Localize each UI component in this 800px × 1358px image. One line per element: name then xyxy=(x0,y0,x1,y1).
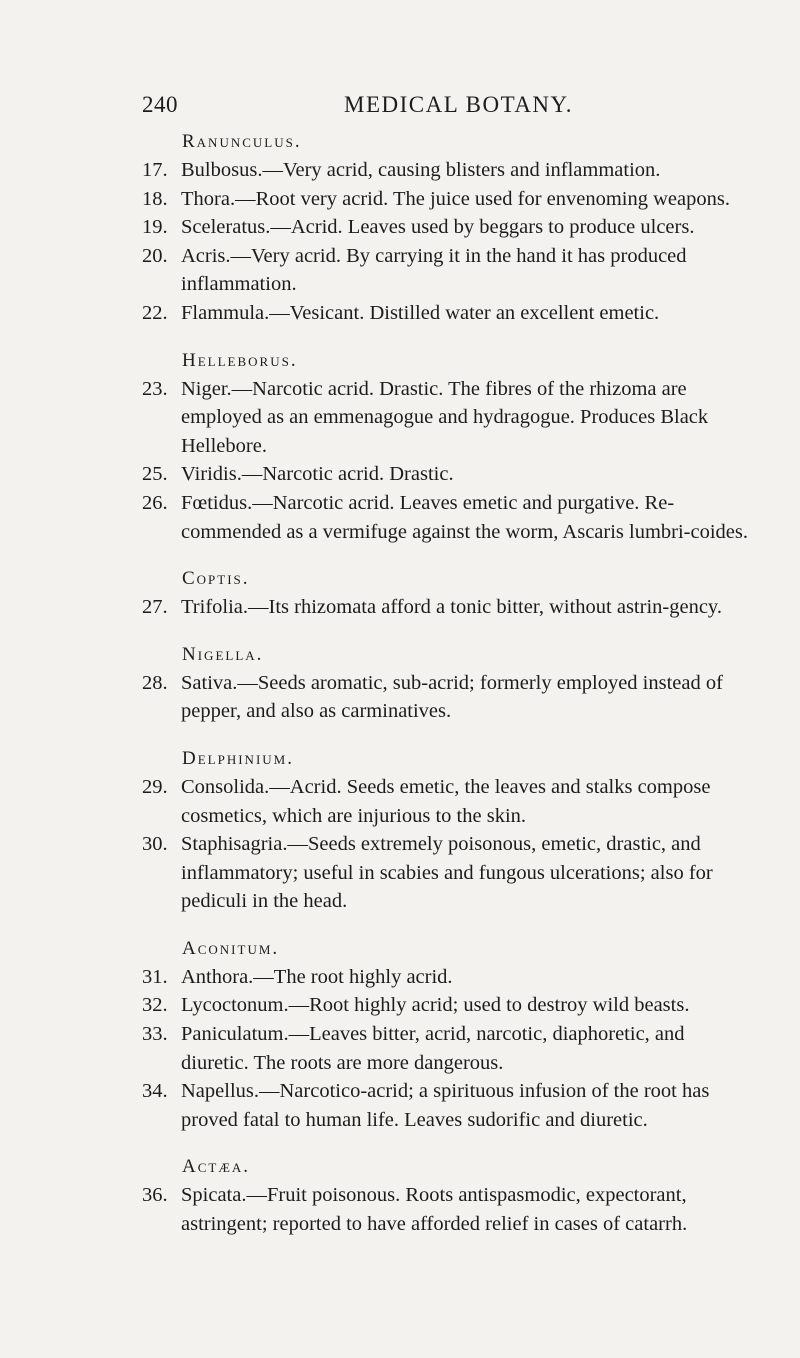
entry-text: Flammula.—Vesicant. Distilled water an excellent emetic. xyxy=(181,301,660,324)
section-title: Delphinium. xyxy=(182,747,294,769)
entry-text: Anthora.—The root highly acrid. xyxy=(181,965,453,988)
section-title: Actæa. xyxy=(182,1156,251,1178)
entry xyxy=(142,489,754,546)
page-body xyxy=(142,128,754,1239)
entry-text: Bulbosus.—Very acrid, causing blisters and inflammation. xyxy=(181,159,661,181)
section-actaea xyxy=(142,1153,754,1238)
section-title: Nigella. xyxy=(182,643,264,665)
entry xyxy=(142,1020,754,1077)
entry-number: 30. xyxy=(142,833,168,856)
entry xyxy=(142,375,754,461)
entry xyxy=(142,830,754,916)
entry-number: 19. xyxy=(142,216,168,239)
entry-number: 27. xyxy=(142,596,168,619)
entry-number: 18. xyxy=(142,187,168,210)
section-nigella xyxy=(142,641,754,726)
section-ranunculus xyxy=(142,128,754,328)
entry-number: 17. xyxy=(142,159,168,181)
entry xyxy=(142,213,754,242)
entry-text: Thora.—Root very acrid. The juice used for envenoming weapons. xyxy=(181,187,730,210)
entry xyxy=(142,185,754,214)
entry-number: 34. xyxy=(142,1080,168,1103)
entry-text: Paniculatum.—Leaves bitter, acrid, narcotic, diaphoretic, and diuretic. The roots are more dangerous. xyxy=(181,1023,685,1074)
entry-number: 26. xyxy=(142,491,168,514)
entry xyxy=(142,299,754,328)
entry-number: 33. xyxy=(142,1023,168,1046)
section-title: Aconitum. xyxy=(182,937,280,959)
running-title: MEDICAL BOTANY. xyxy=(344,92,573,117)
entry-number: 36. xyxy=(142,1184,168,1207)
entry xyxy=(142,773,754,830)
entry-text: Staphisagria.—Seeds extremely poisonous, emetic, drastic, and inflammatory; useful in scabies and fungous ulcerations; also for pediculi in the head. xyxy=(181,833,713,913)
section-title: Helleborus. xyxy=(182,349,298,371)
entry-number: 28. xyxy=(142,671,168,694)
entry xyxy=(142,460,754,489)
entry-text: Consolida.—Acrid. Seeds emetic, the leaves and stalks compose cosmetics, which are injurious to the skin. xyxy=(181,775,711,827)
page-number: 240 xyxy=(142,92,178,117)
section-coptis xyxy=(142,565,754,622)
section-title: Coptis. xyxy=(182,568,250,590)
entry xyxy=(142,1181,754,1238)
entry xyxy=(142,242,754,299)
entry-text: Acris.—Very acrid. By carrying it in the hand it has produced inflammation. xyxy=(181,244,687,296)
entry-text: Sceleratus.—Acrid. Leaves used by beggars to produce ulcers. xyxy=(181,216,695,239)
entry-number: 22. xyxy=(142,301,168,324)
entry-number: 23. xyxy=(142,377,168,400)
entry-text: Sativa.—Seeds aromatic, sub-acrid; formerly employed instead of pepper, and also as carminatives. xyxy=(181,671,723,723)
entry-number: 29. xyxy=(142,775,168,798)
section-delphinium xyxy=(142,745,754,916)
entry xyxy=(142,963,754,992)
entry xyxy=(142,991,754,1020)
entry xyxy=(142,593,754,622)
section-title: Ranunculus. xyxy=(182,131,302,152)
entry-text: Trifolia.—Its rhizomata afford a tonic bitter, without astrin-gency. xyxy=(181,596,722,619)
entry-text: Viridis.—Narcotic acrid. Drastic. xyxy=(181,463,454,486)
entry-text: Spicata.—Fruit poisonous. Roots antispasmodic, expectorant, astringent; reported to have afforded relief in cases of catarrh. xyxy=(181,1184,688,1236)
entry xyxy=(142,156,754,185)
entry-number: 31. xyxy=(142,965,168,988)
section-aconitum xyxy=(142,935,754,1135)
entry-text: Niger.—Narcotic acrid. Drastic. The fibres of the rhizoma are employed as an emmenagogue and hydragogue. Produces Black Hellebore. xyxy=(181,377,709,457)
entry-text: Lycoctonum.—Root highly acrid; used to destroy wild beasts. xyxy=(181,994,690,1017)
section-helleborus xyxy=(142,347,754,547)
entry xyxy=(142,1077,754,1134)
entry-number: 25. xyxy=(142,463,168,486)
entry-text: Fœtidus.—Narcotic acrid. Leaves emetic and purgative. Re-commended as a vermifuge against the worm, Ascaris lumbri-coides. xyxy=(181,491,749,543)
entry-number: 20. xyxy=(142,244,168,267)
entry xyxy=(142,669,754,726)
entry-number: 32. xyxy=(142,994,168,1017)
entry-text: Napellus.—Narcotico-acrid; a spirituous infusion of the root has proved fatal to human life. Leaves sudorific and diuretic. xyxy=(181,1080,710,1131)
